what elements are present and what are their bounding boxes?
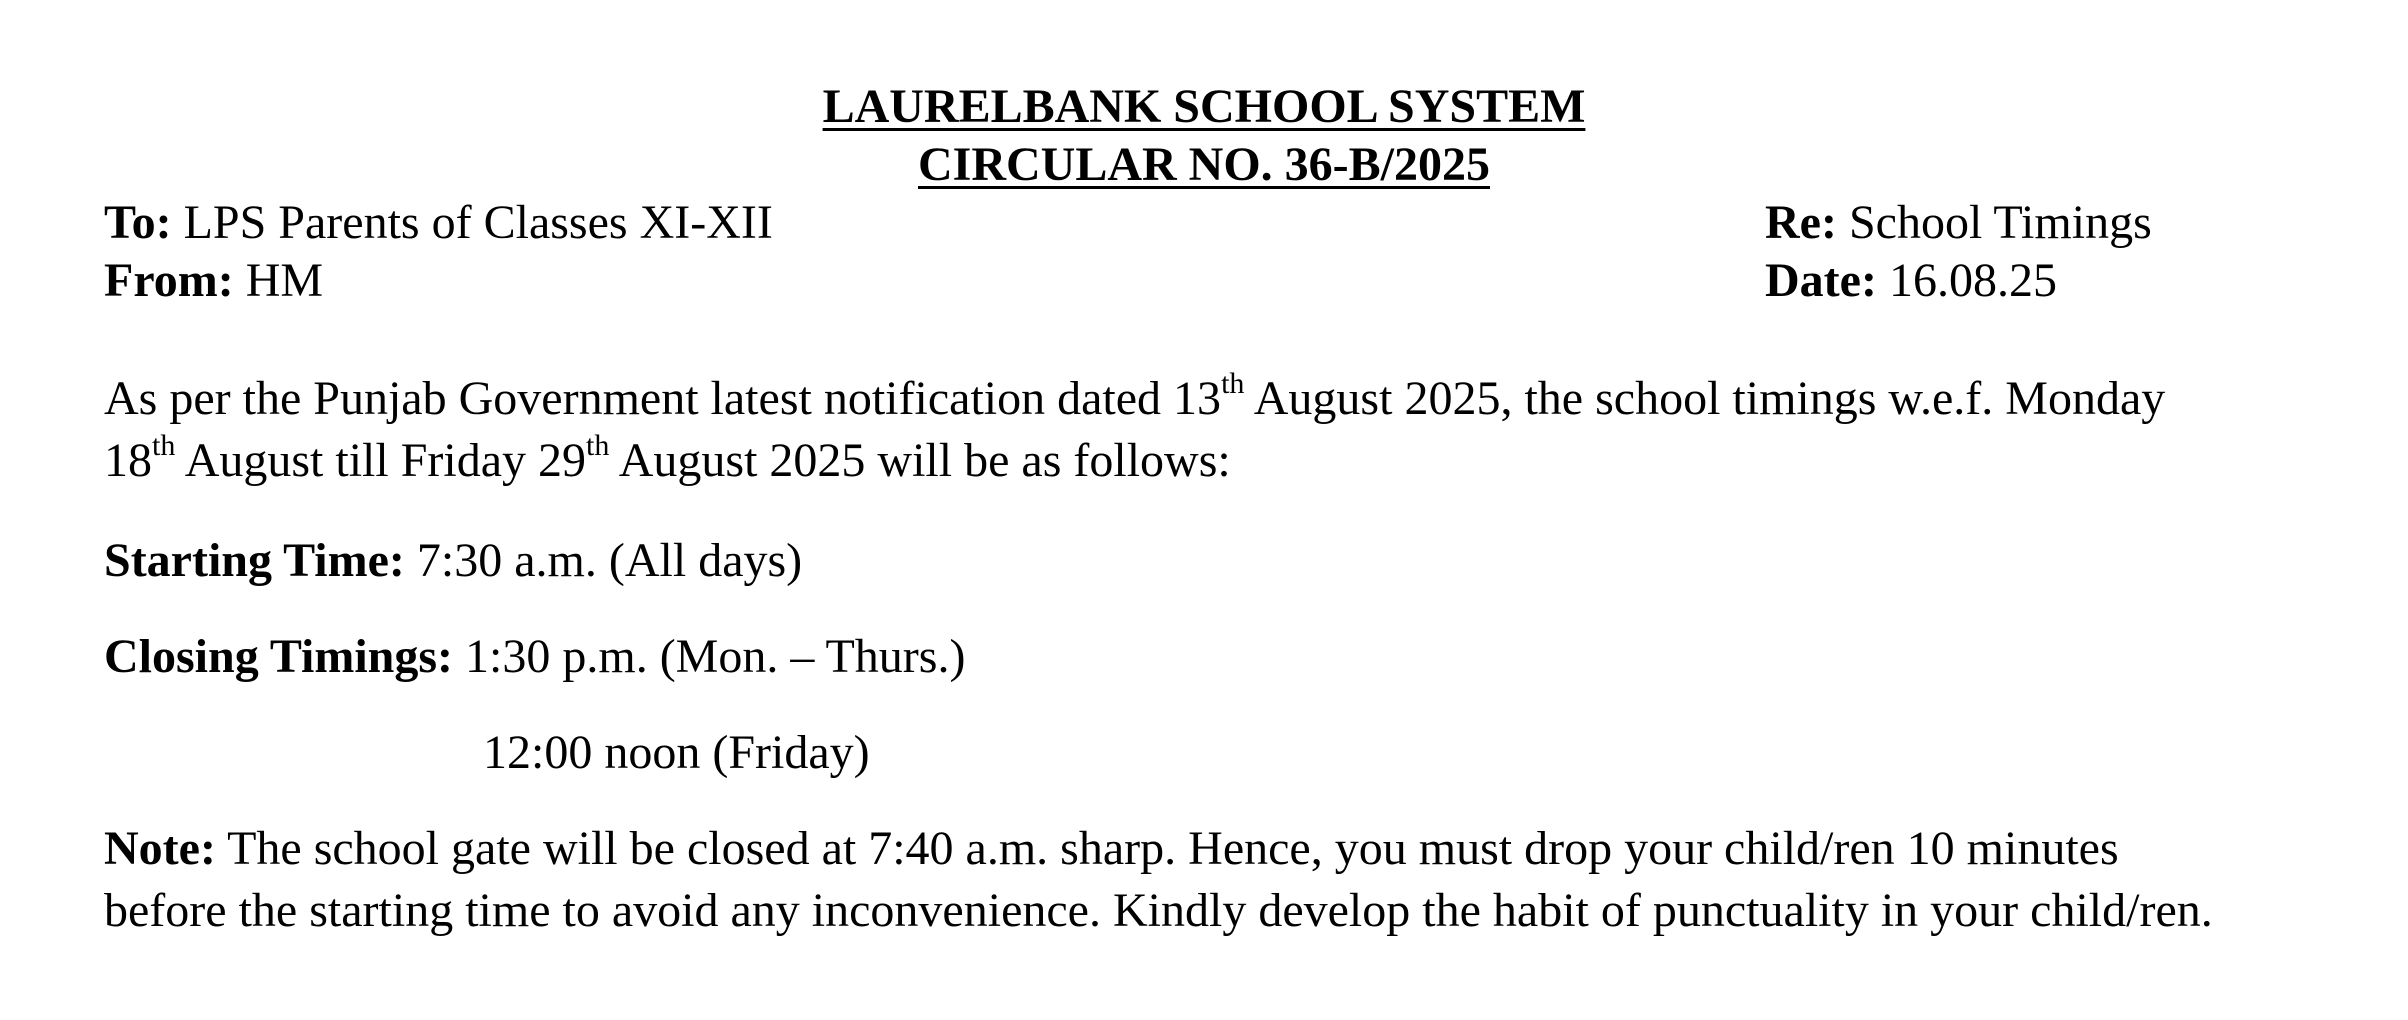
intro-paragraph bbox=[104, 368, 2334, 492]
starting-time-line bbox=[104, 530, 2334, 592]
note-line1: The school gate will be closed at 7:40 a.m. sharp. Hence, you must drop your child/ren 10 minutes bbox=[215, 822, 2119, 875]
intro-sup3: th bbox=[586, 429, 610, 462]
intro-sup1: th bbox=[1221, 367, 1245, 400]
from-label: From: bbox=[104, 254, 234, 307]
to-line bbox=[104, 194, 773, 252]
starting-time-value: 7:30 a.m. (All days) bbox=[404, 534, 803, 587]
intro-part1: As per the Punjab Government latest notification dated 13 bbox=[104, 372, 1222, 425]
closing-time-line bbox=[104, 626, 2334, 688]
closing-time-value-friday: 12:00 noon (Friday) bbox=[483, 726, 870, 779]
to-value: LPS Parents of Classes XI-XII bbox=[171, 196, 773, 249]
school-name: LAURELBANK SCHOOL SYSTEM bbox=[822, 80, 1586, 133]
intro-part3: 18 bbox=[104, 434, 152, 487]
circular-number: CIRCULAR NO. 36-B/2025 bbox=[917, 138, 1490, 191]
note-label: Note: bbox=[104, 822, 216, 875]
closing-time-value-weekdays: 1:30 p.m. (Mon. – Thurs.) bbox=[453, 630, 966, 683]
intro-part2: August 2025, the school timings w.e.f. Monday bbox=[1244, 372, 2166, 425]
date-line bbox=[1765, 252, 2057, 310]
intro-sup2: th bbox=[152, 429, 176, 462]
date-value: 16.08.25 bbox=[1876, 254, 2057, 307]
re-line bbox=[1765, 194, 2152, 252]
closing-time-friday-line bbox=[483, 722, 1983, 784]
closing-time-label: Closing Timings: bbox=[104, 630, 454, 683]
note-paragraph bbox=[104, 818, 2334, 942]
from-value: HM bbox=[233, 254, 324, 307]
intro-part5: August 2025 will be as follows: bbox=[609, 434, 1231, 487]
re-label: Re: bbox=[1765, 196, 1837, 249]
from-line bbox=[104, 252, 323, 310]
re-value: School Timings bbox=[1836, 196, 2152, 249]
note-line2: before the starting time to avoid any inconvenience. Kindly develop the habit of punctuality in your child/ren. bbox=[104, 884, 2213, 937]
date-label: Date: bbox=[1765, 254, 1877, 307]
to-label: To: bbox=[104, 196, 172, 249]
starting-time-label: Starting Time: bbox=[104, 534, 405, 587]
document-header bbox=[0, 78, 2408, 194]
intro-part4: August till Friday 29 bbox=[175, 434, 587, 487]
